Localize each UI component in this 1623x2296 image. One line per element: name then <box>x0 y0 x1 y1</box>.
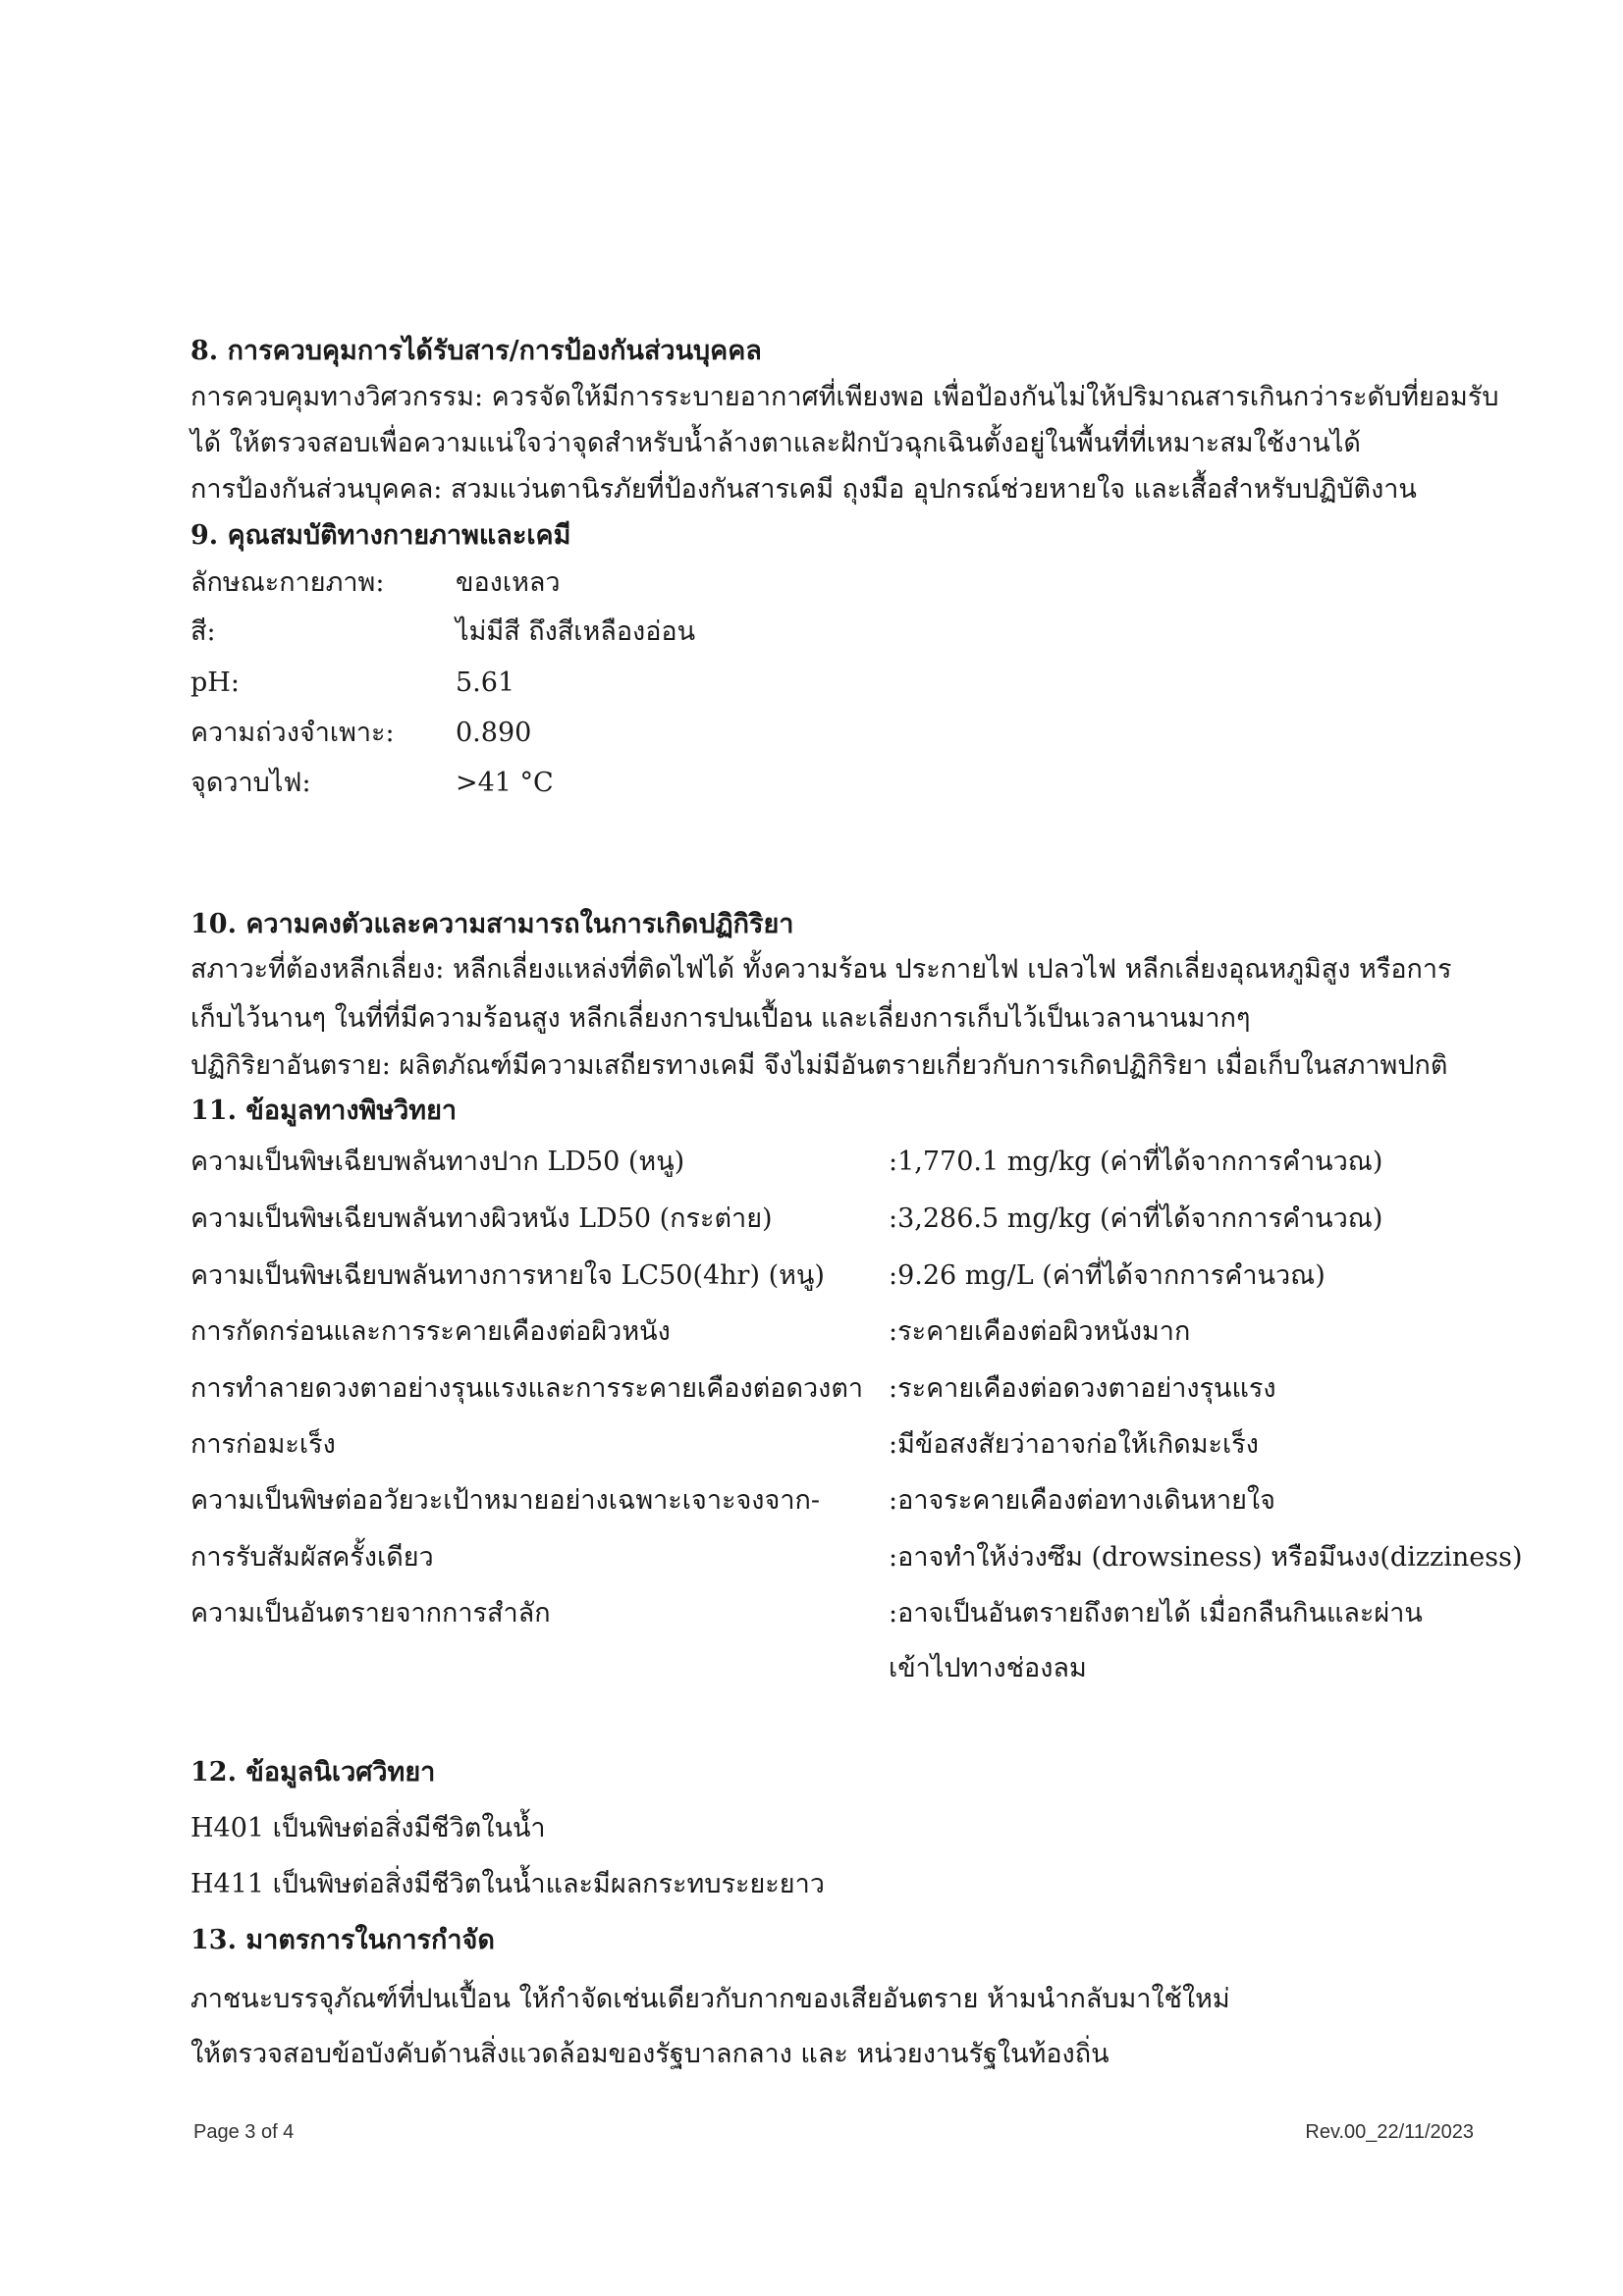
property-value: >41 °C <box>456 768 554 798</box>
section-11-heading: 11. ข้อมูลทางพิษวิทยา <box>190 1095 458 1126</box>
property-value: ไม่มีสี ถึงสีเหลืองอ่อน <box>456 616 696 647</box>
tox-value: :อาจเป็นอันตรายถึงตายได้ เมื่อกลืนกินและผ่าน <box>889 1598 1423 1629</box>
tox-value: :มีข้อสงสัยว่าอาจก่อให้เกิดมะเร็ง <box>889 1429 1259 1460</box>
section-10-heading: 10. ความคงตัวและความสามารถในการเกิดปฏิกิริยา <box>190 909 794 939</box>
tox-label: ความเป็นพิษเฉียบพลันทางการหายใจ LC50(4hr) (หนู) <box>190 1260 825 1291</box>
section-10-line: สภาวะที่ต้องหลีกเลี่ยง: หลีกเลี่ยงแหล่งที่ติดไฟได้ ทั้งความร้อน ประกายไฟ เปลวไฟ หลีกเลี่ยงอุณหภูมิสูง หรือการ <box>190 954 1452 985</box>
property-label: จุดวาบไฟ: <box>190 768 311 798</box>
tox-label: การรับสัมผัสครั้งเดียว <box>190 1542 434 1573</box>
revision-date: Rev.00_22/11/2023 <box>1305 2121 1474 2143</box>
section-8-line: ได้ ให้ตรวจสอบเพื่อความแน่ใจว่าจุดสำหรับน้ำล้างตาและฝักบัวฉุกเฉินตั้งอยู่ในพื้นที่ที่เหมาะสมใช้งานได้ <box>190 428 1361 458</box>
tox-label: การก่อมะเร็ง <box>190 1429 336 1460</box>
property-value: 0.890 <box>456 718 532 748</box>
section-10-line: เก็บไว้นานๆ ในที่ที่มีความร้อนสูง หลีกเลี่ยงการปนเปื้อน และเลี่ยงการเก็บไว้เป็นเวลานานมากๆ <box>190 1003 1251 1034</box>
section-13-heading: 13. มาตรการในการกำจัด <box>190 1925 495 1955</box>
section-10-line: ปฏิกิริยาอันตราย: ผลิตภัณฑ์มีความเสถียรทางเคมี จึงไม่มีอันตรายเกี่ยวกับการเกิดปฏิกิริยา เมื่อเก็บในสภาพปกติ <box>190 1050 1448 1081</box>
tox-value-continued: เข้าไปทางช่องลม <box>889 1653 1087 1683</box>
tox-value: :3,286.5 mg/kg (ค่าที่ได้จากการคำนวณ) <box>889 1203 1383 1234</box>
tox-value: :ระคายเคืองต่อผิวหนังมาก <box>889 1316 1191 1347</box>
property-label: สี: <box>190 616 216 647</box>
tox-value: :ระคายเคืองต่อดวงตาอย่างรุนแรง <box>889 1373 1276 1404</box>
section-12-heading: 12. ข้อมูลนิเวศวิทยา <box>190 1757 436 1788</box>
tox-value: :อาจระคายเคืองต่อทางเดินหายใจ <box>889 1485 1275 1516</box>
section-9-heading: 9. คุณสมบัติทางกายภาพและเคมี <box>190 520 571 551</box>
section-8-line: การควบคุมทางวิศวกรรม: ควรจัดให้มีการระบายอากาศที่เพียงพอ เพื่อป้องกันไม่ให้ปริมาณสารเกินกว่าระดับที่ยอมรับ <box>190 382 1499 412</box>
property-value: 5.61 <box>456 667 515 698</box>
property-label: ความถ่วงจำเพาะ: <box>190 718 395 748</box>
section-8-line: การป้องกันส่วนบุคคล: สวมแว่นตานิรภัยที่ป้องกันสารเคมี ถุงมือ อุปกรณ์ช่วยหายใจ และเสื้อสำหรับปฏิบัติงาน <box>190 474 1417 505</box>
tox-label: ความเป็นพิษเฉียบพลันทางปาก LD50 (หนู) <box>190 1147 685 1177</box>
tox-label: ความเป็นพิษเฉียบพลันทางผิวหนัง LD50 (กระต่าย) <box>190 1203 773 1234</box>
section-12-line: H401 เป็นพิษต่อสิ่งมีชีวิตในน้ำ <box>190 1813 546 1843</box>
tox-value: :1,770.1 mg/kg (ค่าที่ได้จากการคำนวณ) <box>889 1147 1383 1177</box>
property-value: ของเหลว <box>456 567 561 598</box>
property-label: ลักษณะกายภาพ: <box>190 567 385 598</box>
section-8-heading: 8. การควบคุมการได้รับสาร/การป้องกันส่วนบุคคล <box>190 336 762 366</box>
tox-label: ความเป็นพิษต่ออวัยวะเป้าหมายอย่างเฉพาะเจาะจงจาก- <box>190 1485 820 1516</box>
tox-label: การกัดกร่อนและการระคายเคืองต่อผิวหนัง <box>190 1316 671 1347</box>
tox-label: ความเป็นอันตรายจากการสำลัก <box>190 1598 551 1629</box>
section-13-line: ภาชนะบรรจุภัณฑ์ที่ปนเปื้อน ให้กำจัดเช่นเดียวกับกากของเสียอันตราย ห้ามนำกลับมาใช้ใหม่ <box>190 1984 1230 2014</box>
section-12-line: H411 เป็นพิษต่อสิ่งมีชีวิตในน้ำและมีผลกระทบระยะยาว <box>190 1869 825 1899</box>
section-13-line: ให้ตรวจสอบข้อบังคับด้านสิ่งแวดล้อมของรัฐบาลกลาง และ หน่วยงานรัฐในท้องถิ่น <box>190 2039 1109 2069</box>
tox-value: :9.26 mg/L (ค่าที่ได้จากการคำนวณ) <box>889 1260 1325 1291</box>
page-number: Page 3 of 4 <box>193 2121 295 2143</box>
tox-label: การทำลายดวงตาอย่างรุนแรงและการระคายเคืองต่อดวงตา <box>190 1373 864 1404</box>
property-label: pH: <box>190 667 240 698</box>
tox-value: :อาจทำให้ง่วงซึม (drowsiness) หรือมึนงง(dizziness) <box>889 1542 1523 1573</box>
